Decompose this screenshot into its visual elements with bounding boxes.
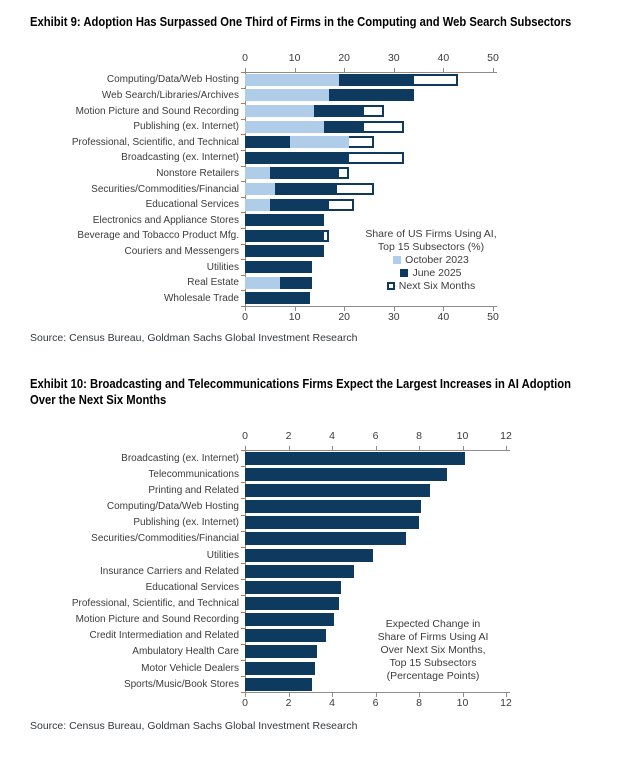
legend-title-line: Over Next Six Months,: [380, 644, 486, 656]
category-label: Telecommunications: [148, 468, 239, 480]
bar-segment: [245, 230, 324, 242]
bar-segment: [245, 597, 339, 610]
axis-tick-label: 10: [456, 430, 469, 442]
axis-tick: [245, 446, 246, 450]
category-label: Professional, Scientific, and Technical: [71, 597, 239, 609]
axis-tick-label: 50: [487, 311, 499, 323]
axis-tick-label: 0: [242, 52, 248, 64]
legend-title-line: Top 15 Subsectors: [389, 657, 477, 669]
legend-item: [345, 267, 517, 280]
axis-tick: [295, 68, 296, 72]
exhibit10-title: [30, 376, 571, 408]
bar-segment: [245, 565, 354, 578]
axis-tick: [344, 307, 345, 311]
axis-tick-label: 6: [372, 430, 379, 442]
legend-title-line: Expected Change in: [385, 618, 481, 630]
axis-tick-label: 12: [500, 697, 512, 710]
category-label: Printing and Related: [148, 484, 239, 496]
legend-title-line: Share of Firms Using AI: [377, 631, 489, 643]
bar-segment: [245, 121, 324, 133]
bar-segment: [245, 468, 447, 481]
axis-tick: [332, 446, 333, 450]
bar-segment: [245, 105, 314, 117]
exhibit10-title-line1: Exhibit 10: Broadcasting and Telecommunications Firms Expect the Largest Increases in AI Adoption: [30, 377, 571, 391]
chart-legend: [345, 228, 517, 293]
legend-title-line: Top 15 Subsectors (%): [377, 241, 485, 253]
axis-tick-label: 0: [242, 311, 248, 323]
category-label: Couriers and Messengers: [124, 245, 239, 257]
axis-tick-label: 12: [500, 430, 512, 442]
bar-segment: [245, 629, 326, 642]
axis-tick-label: 2: [285, 430, 292, 442]
category-label: Real Estate: [187, 277, 239, 289]
axis-tick: [289, 693, 290, 697]
axis-tick: [394, 307, 395, 311]
category-label: Publishing (ex. Internet): [133, 121, 239, 133]
bar-segment: [245, 549, 373, 562]
axis-tick: [245, 693, 246, 697]
bar-segment: [245, 261, 312, 273]
axis-tick: [443, 307, 444, 311]
axis-tick: [332, 693, 333, 697]
axis-tick: [443, 68, 444, 72]
category-label: Nonstore Retailers: [156, 167, 239, 179]
bottom-axis-line: [245, 692, 510, 693]
legend-item-label: October 2023: [405, 254, 469, 266]
category-tick: [241, 306, 245, 307]
bar-segment: [245, 452, 465, 465]
category-label: Sports/Music/Book Stores: [123, 678, 239, 690]
bar-segment: [245, 199, 270, 211]
category-label: Motion Picture and Sound Recording: [75, 105, 239, 117]
exhibit10-chart: [0, 428, 620, 714]
axis-tick: [295, 307, 296, 311]
category-label: Electronics and Appliance Stores: [92, 214, 239, 226]
category-label: Utilities: [206, 549, 239, 561]
axis-tick-label: 30: [387, 52, 400, 64]
axis-tick: [376, 693, 377, 697]
category-label: Utilities: [206, 261, 239, 273]
exhibit9-chart: [0, 50, 620, 330]
axis-tick: [506, 446, 507, 450]
bar-segment: [245, 214, 324, 226]
axis-tick: [463, 446, 464, 450]
exhibit9-source: Source: Census Bureau, Goldman Sachs Global Investment Research: [30, 332, 358, 344]
category-label: Insurance Carriers and Related: [100, 565, 239, 577]
category-label: Motor Vehicle Dealers: [141, 662, 239, 674]
category-label: Ambulatory Health Care: [132, 646, 239, 658]
legend-swatch: [400, 269, 408, 277]
legend-title-line: Share of US Firms Using AI,: [365, 228, 497, 240]
axis-tick-label: 6: [372, 697, 379, 710]
axis-tick-label: 8: [416, 697, 422, 710]
axis-tick-label: 10: [288, 52, 301, 64]
legend-swatch: [387, 282, 395, 290]
axis-tick: [506, 693, 507, 697]
axis-tick: [419, 446, 420, 450]
bar-segment: [245, 645, 317, 658]
axis-tick: [344, 68, 345, 72]
legend-item: [345, 280, 517, 293]
bar-segment: [245, 581, 341, 594]
category-label: Motion Picture and Sound Recording: [75, 614, 239, 626]
legend-title-line: (Percentage Points): [386, 670, 480, 682]
category-label: Wholesale Trade: [163, 292, 239, 304]
category-label: Web Search/Libraries/Archives: [101, 89, 239, 101]
bar-segment: [245, 136, 290, 148]
bar-segment: [245, 292, 310, 304]
bottom-axis-line: [245, 306, 497, 307]
category-label: Professional, Scientific, and Technical: [71, 136, 239, 148]
axis-tick: [245, 307, 246, 311]
axis-tick-label: 30: [387, 311, 400, 323]
axis-tick-label: 2: [285, 697, 292, 710]
category-label: Publishing (ex. Internet): [133, 517, 239, 529]
legend-item-label: Next Six Months: [398, 280, 476, 292]
category-label: Securities/Commodities/Financial: [91, 183, 239, 195]
category-label: Educational Services: [145, 581, 239, 593]
axis-tick: [245, 68, 246, 72]
axis-tick-label: 20: [338, 52, 351, 64]
bar-segment: [245, 277, 280, 289]
axis-tick: [419, 693, 420, 697]
axis-tick: [493, 307, 494, 311]
bar-segment: [245, 245, 324, 257]
axis-tick-label: 4: [329, 697, 335, 710]
category-tick: [241, 692, 245, 693]
bar-segment: [245, 500, 421, 513]
chart-legend: [342, 618, 524, 683]
bar-segment: [245, 662, 315, 675]
bar-segment: [245, 678, 312, 691]
axis-tick-label: 0: [242, 430, 248, 442]
axis-tick-label: 50: [487, 52, 499, 64]
bar-segment: [245, 167, 270, 179]
category-label: Broadcasting (ex. Internet): [121, 452, 239, 464]
exhibit10-source: Source: Census Bureau, Goldman Sachs Global Investment Research: [30, 720, 358, 732]
axis-tick-label: 0: [242, 697, 248, 710]
axis-tick-label: 8: [416, 430, 422, 442]
category-label: Educational Services: [145, 199, 239, 211]
axis-tick-label: 4: [329, 430, 335, 442]
bar-segment: [245, 74, 339, 86]
bar-segment: [245, 613, 334, 626]
axis-tick: [376, 446, 377, 450]
axis-tick: [493, 68, 494, 72]
axis-tick: [463, 693, 464, 697]
bar-segment: [245, 532, 406, 545]
category-label: Beverage and Tobacco Product Mfg.: [77, 230, 239, 242]
legend-item-label: June 2025: [412, 267, 462, 279]
axis-tick-label: 20: [338, 311, 351, 323]
exhibit9-title: Exhibit 9: Adoption Has Surpassed One Third of Firms in the Computing and Web Search Subsectors: [30, 15, 572, 29]
category-label: Credit Intermediation and Related: [89, 630, 239, 642]
bar-segment: [245, 183, 275, 195]
axis-tick-label: 40: [437, 52, 450, 64]
category-label: Securities/Commodities/Financial: [91, 533, 239, 545]
exhibit10-title-line2: Over the Next Six Months: [30, 393, 167, 407]
bar-segment: [245, 516, 419, 529]
axis-tick-label: 10: [456, 697, 469, 710]
category-label: Computing/Data/Web Hosting: [106, 74, 239, 86]
bar-segment: [245, 89, 329, 101]
bar-segment: [245, 152, 349, 164]
axis-tick: [289, 446, 290, 450]
bar-segment: [245, 484, 430, 497]
legend-swatch: [393, 256, 401, 264]
axis-tick-label: 40: [437, 311, 450, 323]
legend-item: [345, 254, 517, 267]
category-label: Broadcasting (ex. Internet): [121, 152, 239, 164]
category-label: Computing/Data/Web Hosting: [106, 501, 239, 512]
axis-tick-label: 10: [288, 311, 301, 323]
axis-tick: [394, 68, 395, 72]
